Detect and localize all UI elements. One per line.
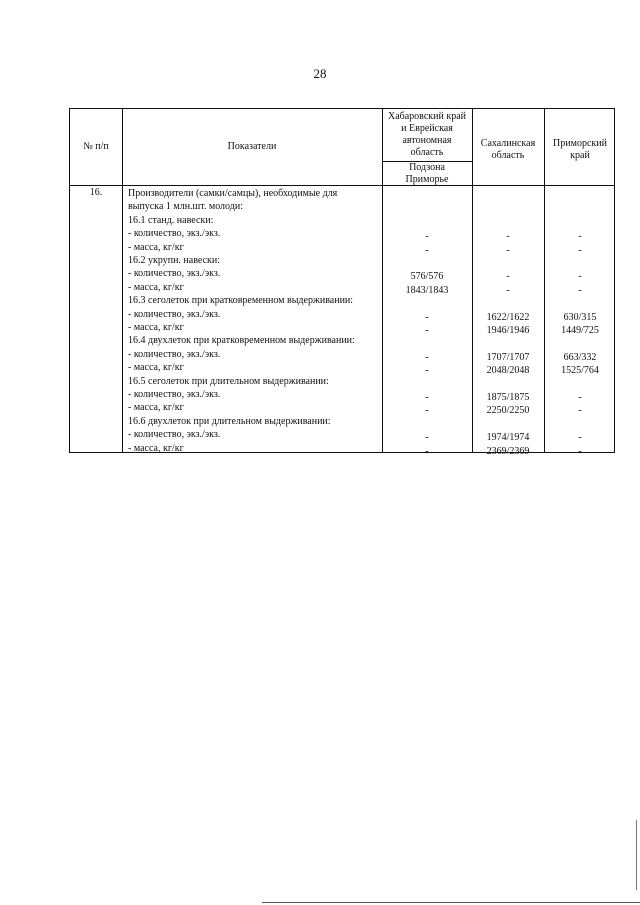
cell-sakh: - (506, 244, 510, 256)
data-table (69, 108, 615, 457)
cell-prim: - (578, 392, 582, 403)
cell-khab: - (425, 392, 429, 403)
cell-prim: 630/315 (563, 311, 597, 323)
cell-prim: 663/332 (563, 351, 597, 363)
row-indicator: Производители (самки/самцы), необходимые для (128, 188, 338, 199)
cell-prim: 1449/725 (561, 325, 599, 336)
cell-sakh: 1875/1875 (486, 392, 530, 403)
cell-sakh: 1974/1974 (486, 432, 530, 444)
header-subzone-primorye (382, 162, 472, 186)
row-indicator: 16.6 двухлеток при длительном выдерживании: (128, 415, 331, 427)
cell-khab: - (425, 244, 429, 256)
cell-khab: - (425, 325, 429, 336)
header-khabarovsk (382, 111, 472, 159)
row-indicator: - масса, кг/кг (128, 402, 184, 414)
header-khabarovsk-line: и Еврейская (401, 123, 453, 134)
row-indicator: - масса, кг/кг (128, 322, 184, 333)
cell-sakh: 2048/2048 (486, 365, 530, 377)
page-number: 28 (313, 66, 327, 81)
row-indicator: - количество, экз./экз. (128, 268, 221, 280)
cell-khab: - (425, 365, 429, 377)
cell-khab: 576/576 (410, 271, 444, 283)
header-indicators: Показатели (227, 141, 277, 152)
row-indicator: - масса, кг/кг (128, 442, 184, 454)
row-indicator: - количество, экз./экз. (128, 348, 221, 360)
row-indicator: выпуска 1 млн.шт. молоди: (128, 201, 243, 213)
header-sakhalin-line: Сахалинская (480, 138, 536, 149)
column-divider (122, 109, 123, 452)
header-subzone-line: Подзона (409, 162, 445, 173)
header-khabarovsk-line: Хабаровский край (388, 111, 466, 122)
header-primorsky-line: Приморский (553, 138, 607, 149)
cell-khab: - (425, 351, 429, 363)
scan-edge-line (636, 820, 637, 890)
row-indicator: - количество, экз./экз. (128, 429, 221, 441)
row-indicator: - количество, экз./экз. (128, 228, 221, 240)
cell-sakh: 2250/2250 (486, 405, 530, 417)
row-indicator: - масса, кг/кг (128, 362, 184, 374)
cell-sakh: - (506, 284, 510, 296)
header-primorsky-line: край (570, 150, 590, 161)
row-indicator: 16.1 станд. навески: (128, 214, 214, 226)
row-indicator: - масса, кг/кг (128, 241, 184, 253)
row-indicator: 16.3 сеголеток при кратковременном выдерживании: (128, 295, 354, 307)
cell-sakh: 2369/2369 (486, 445, 530, 457)
header-divider (70, 185, 614, 186)
header-primorsky (544, 138, 616, 162)
cell-sakh: 1946/1946 (486, 325, 530, 336)
row-indicator: 16.5 сеголеток при длительном выдерживании: (128, 375, 329, 387)
cell-khab: - (425, 405, 429, 417)
row-indicator: 16.2 укрупн. навески: (128, 255, 220, 266)
header-subzone-line: Приморье (405, 174, 449, 185)
cell-prim: - (578, 244, 582, 256)
cell-prim: - (578, 284, 582, 296)
cell-prim: - (578, 271, 582, 283)
cell-prim: - (578, 445, 582, 457)
cell-prim: - (578, 432, 582, 444)
header-sakhalin-line: область (491, 150, 525, 161)
cell-khab: 1843/1843 (405, 284, 449, 296)
header-khabarovsk-line: область (410, 147, 444, 158)
cell-sakh: - (506, 271, 510, 283)
row-number: 16. (89, 187, 103, 198)
header-number: № п/п (83, 141, 109, 152)
scan-edge-line (262, 902, 640, 903)
cell-khab: - (425, 311, 429, 323)
header-sakhalin (472, 138, 544, 162)
cell-sakh: - (506, 231, 510, 243)
cell-prim: - (578, 405, 582, 417)
header-khabarovsk-line: автономная (402, 135, 452, 146)
cell-khab: - (425, 432, 429, 444)
cell-prim: 1525/764 (561, 365, 599, 377)
cell-sakh: 1707/1707 (486, 351, 530, 363)
cell-khab: - (425, 445, 429, 457)
cell-sakh: 1622/1622 (486, 311, 530, 323)
row-indicator: - количество, экз./экз. (128, 389, 221, 400)
cell-khab: - (425, 231, 429, 243)
row-indicator: - масса, кг/кг (128, 281, 184, 293)
cell-prim: - (578, 231, 582, 243)
row-indicator: - количество, экз./экз. (128, 308, 221, 320)
row-indicator: 16.4 двухлеток при кратковременном выдерживании: (128, 335, 355, 347)
